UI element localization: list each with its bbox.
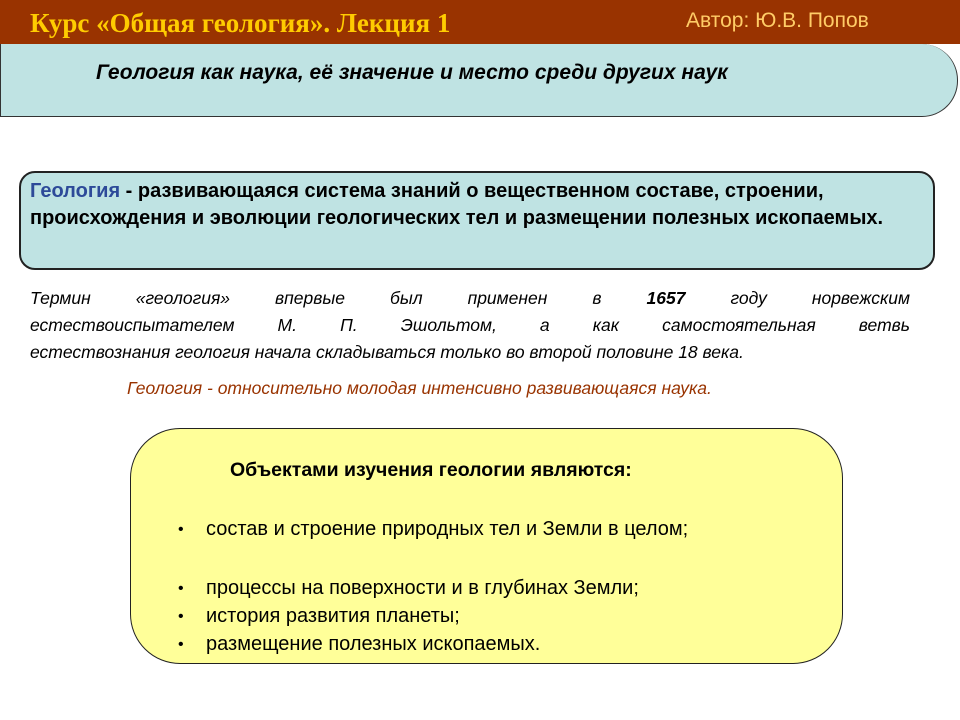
list-item xyxy=(178,630,540,659)
definition-body: - развивающаяся система знаний о вещественном составе, строении, происхождения и эволюции геологических тел и размещении полезных ископаемых. xyxy=(30,180,884,229)
list-item-text: состав и строение природных тел и Земли в целом; xyxy=(206,518,689,540)
slide-subtitle: Геология как наука, её значение и место среди других наук xyxy=(96,61,728,84)
list-item-text: история развития планеты; xyxy=(206,605,460,627)
list-item xyxy=(178,515,706,544)
list-item-text: размещение полезных ископаемых. xyxy=(206,633,541,655)
paragraph-line-3: естествознания геология начала складываться только во второй половине 18 века. xyxy=(30,342,744,362)
definition-text xyxy=(30,178,890,232)
bullet-icon: • xyxy=(178,521,184,538)
list-item xyxy=(178,574,639,603)
history-paragraph xyxy=(30,285,910,366)
year-highlight: 1657 xyxy=(646,288,686,308)
definition-term: Геология xyxy=(30,180,121,202)
paragraph-line-1-start: Термин «геология» впервые был применен в xyxy=(30,288,647,308)
course-title: Курс «Общая геология». Лекция 1 xyxy=(30,8,451,38)
list-item xyxy=(178,602,460,631)
objects-heading: Объектами изучения геологии являются: xyxy=(230,459,632,481)
note-text: Геология - относительно молодая интенсивно развивающаяся наука. xyxy=(127,378,712,398)
bullet-icon: • xyxy=(178,608,184,625)
paragraph-line-2: естествоиспытателем М. П. Эшольтом, а как самостоятельная ветвь xyxy=(30,315,910,335)
bullet-icon: • xyxy=(178,636,184,653)
list-item-text: процессы на поверхности и в глубинах Земли; xyxy=(206,577,639,599)
bullet-icon: • xyxy=(178,580,184,597)
author-label: Автор: Ю.В. Попов xyxy=(686,9,869,32)
paragraph-line-1 xyxy=(30,285,910,312)
paragraph-line-1-end: году норвежским xyxy=(685,288,910,308)
